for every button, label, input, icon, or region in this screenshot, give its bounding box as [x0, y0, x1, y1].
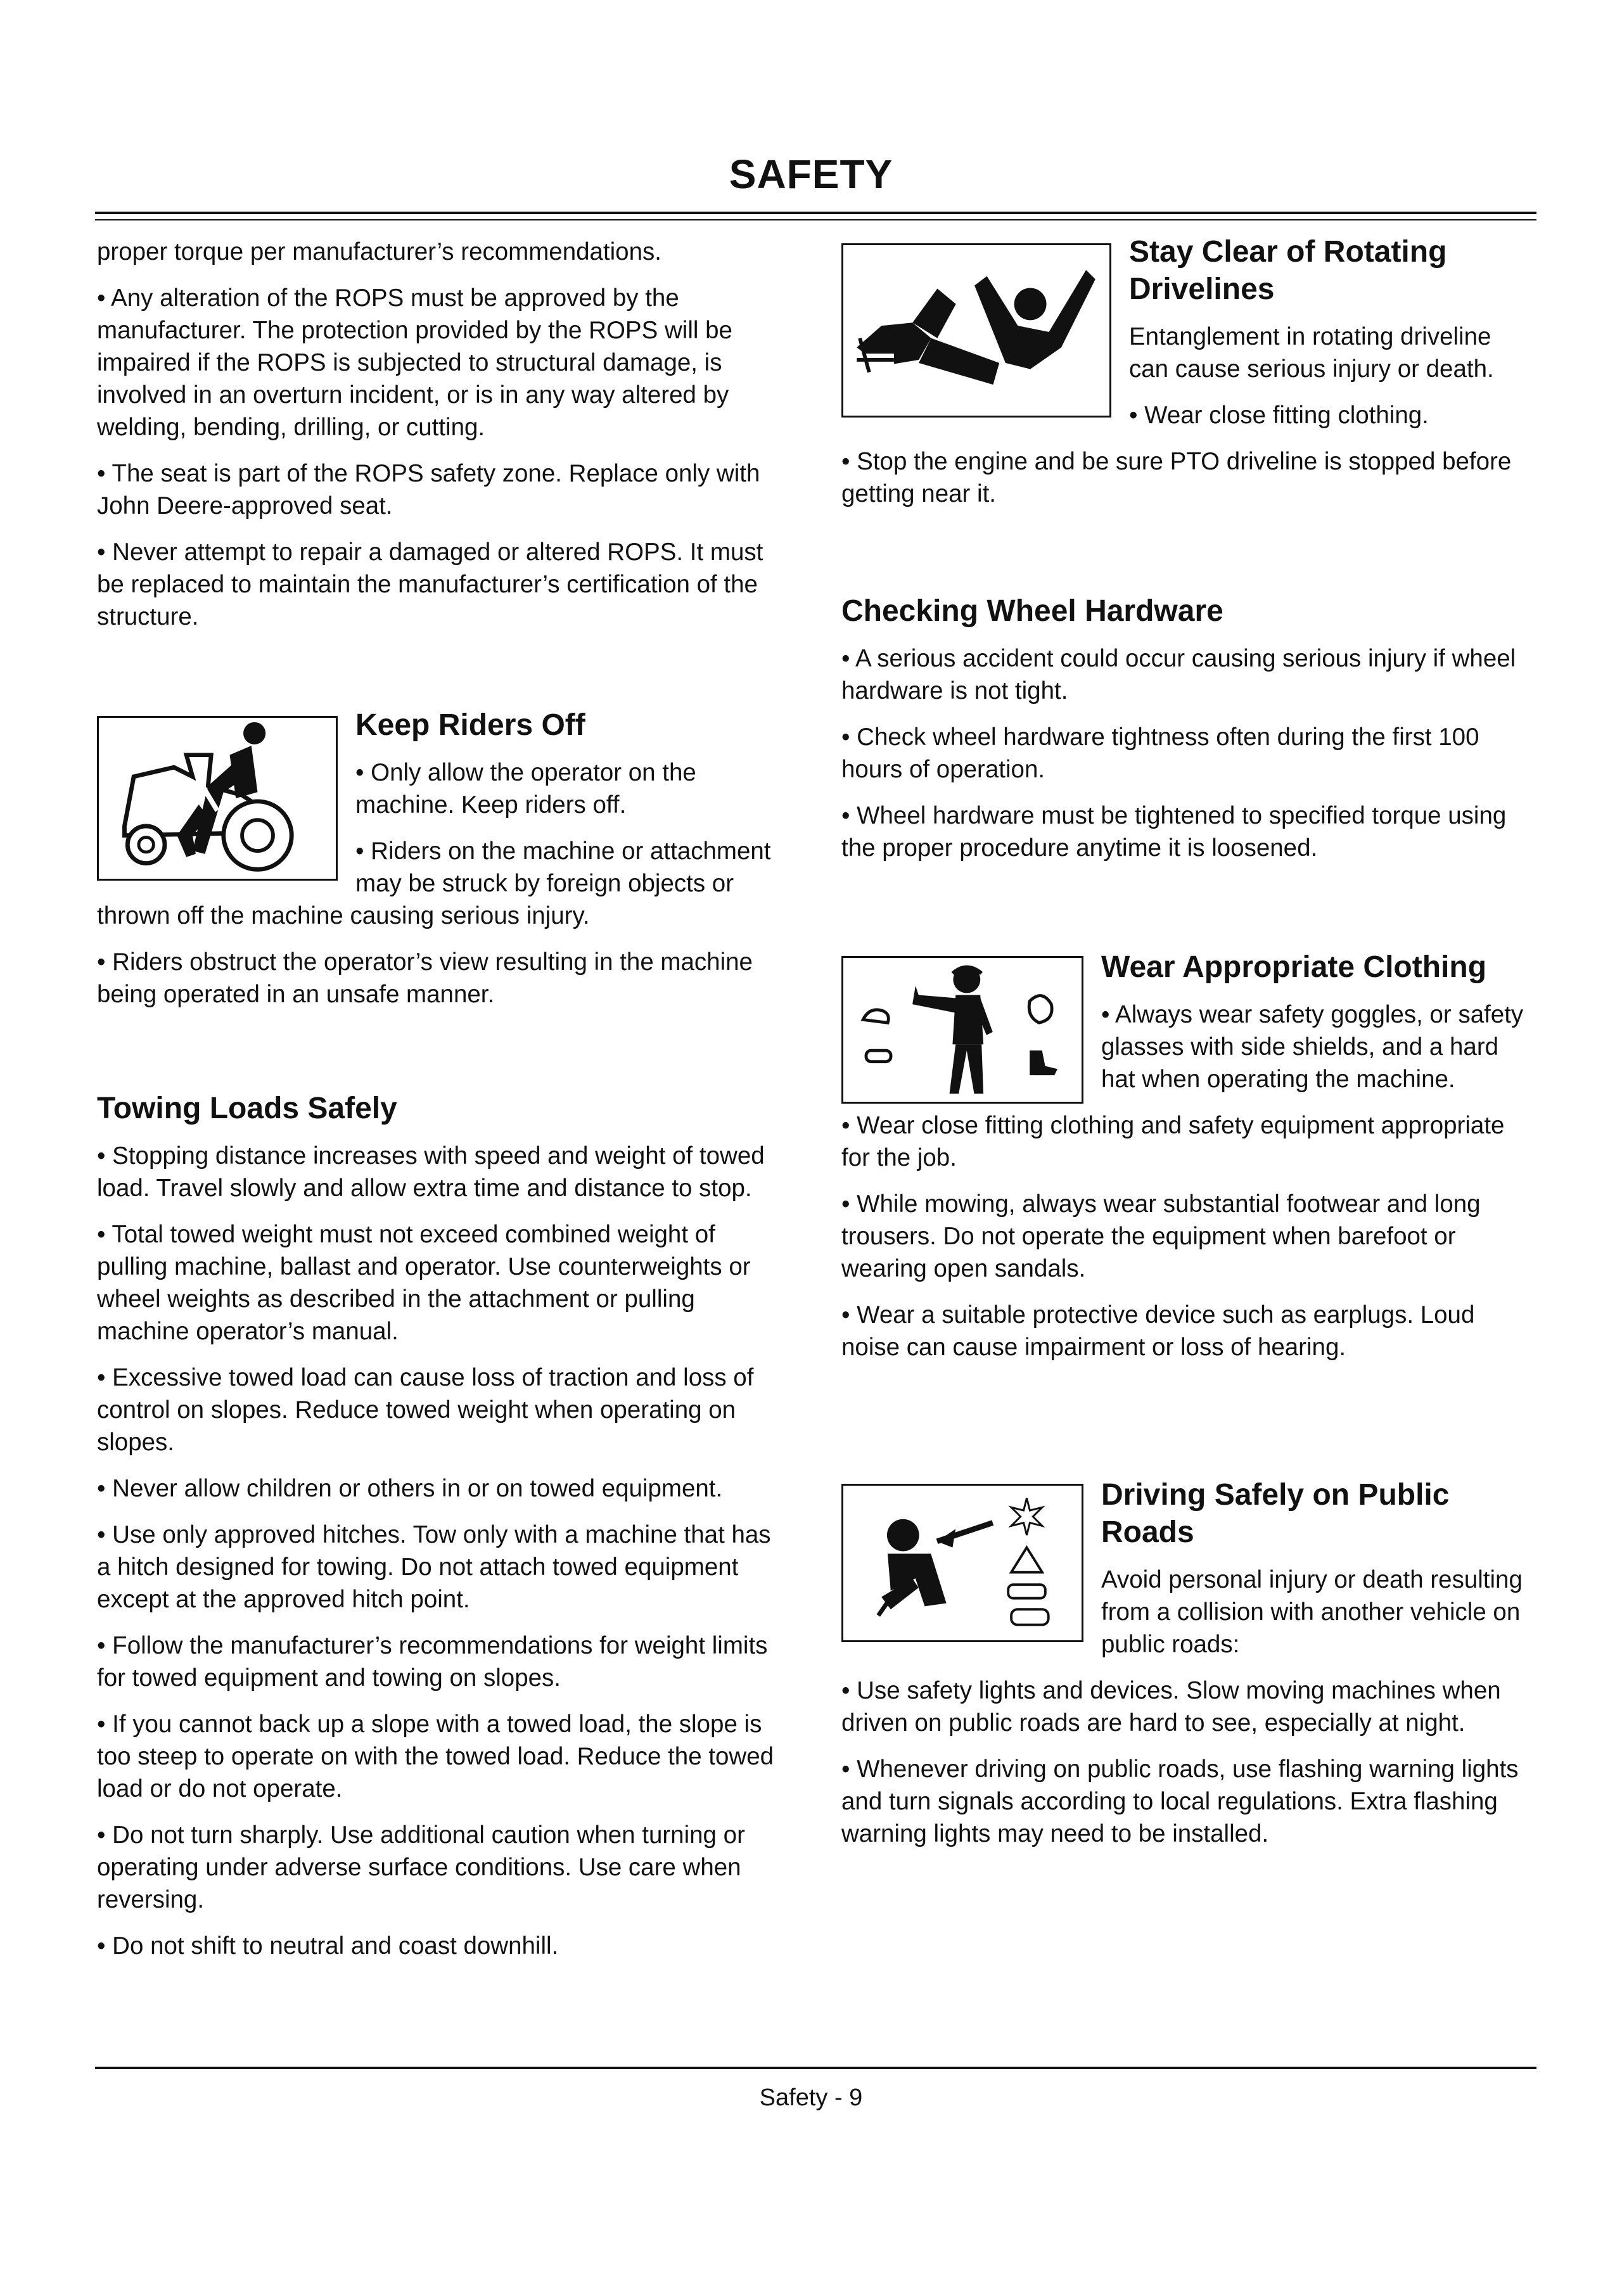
drivelines-heading: Stay Clear of Rotating Drivelines	[1129, 235, 1447, 306]
rops-section	[97, 236, 791, 647]
header-rule	[95, 212, 1536, 214]
page-title: SAFETY	[729, 151, 893, 197]
protective-clothing-icon	[841, 956, 1083, 1104]
clothing-heading: Wear Appropriate Clothing	[1101, 950, 1487, 984]
header-rule-thin	[95, 219, 1536, 220]
public-roads-section	[841, 1476, 1535, 1864]
towing-item: • Stopping distance increases with speed and weight of towed load. Travel slowly and allow extra time and distance to stop.	[97, 1142, 765, 1202]
drivelines-item: • Stop the engine and be sure PTO driveline is stopped before getting near it.	[841, 448, 1512, 507]
towing-item: • Follow the manufacturer’s recommendations for weight limits for towed equipment and towing on slopes.	[97, 1632, 768, 1692]
footer-rule	[95, 2067, 1536, 2069]
wheel-hardware-item: • A serious accident could occur causing serious injury if wheel hardware is not tight.	[841, 645, 1516, 705]
page-footer: Safety - 9	[759, 2084, 863, 2111]
towing-item: • If you cannot back up a slope with a towed load, the slope is too steep to operate on with the towed load. Reduce the towed load or do not operate.	[97, 1711, 774, 1802]
public-roads-item: • Whenever driving on public roads, use flashing warning lights and turn signals according to local regulations. Extra flashing warning lights may need to be installed.	[841, 1756, 1519, 1847]
towing-loads-section	[97, 1090, 791, 1976]
wheel-hardware-section	[841, 592, 1535, 878]
towing-loads-heading: Towing Loads Safely	[97, 1092, 397, 1125]
rops-paragraph: proper torque per manufacturer’s recommendations.	[97, 238, 661, 265]
keep-riders-off-heading: Keep Riders Off	[355, 708, 585, 742]
clothing-item: • While mowing, always wear substantial footwear and long trousers. Do not operate the equipment when barefoot or wearing open sandals.	[841, 1190, 1481, 1282]
rops-paragraph: • Any alteration of the ROPS must be approved by the manufacturer. The protection provided by the ROPS will be impaired if the ROPS is subjected to structural damage, is involved in an overturn incident, or is in any way altered by welding, bending, drilling, or cutting.	[97, 284, 732, 441]
wheel-hardware-heading: Checking Wheel Hardware	[841, 594, 1223, 628]
drivelines-item: • Wear close fitting clothing.	[1129, 402, 1429, 429]
clothing-item: • Wear close fitting clothing and safety equipment appropriate for the job.	[841, 1112, 1505, 1171]
rops-paragraph: • The seat is part of the ROPS safety zone. Replace only with John Deere-approved seat.	[97, 460, 760, 520]
drivelines-item: Entanglement in rotating driveline can cause serious injury or death.	[1129, 323, 1494, 383]
towing-item: • Never allow children or others in or on towed equipment.	[97, 1475, 723, 1502]
public-roads-heading: Driving Safely on Public Roads	[1101, 1478, 1450, 1549]
wheel-hardware-item: • Check wheel hardware tightness often during the first 100 hours of operation.	[841, 724, 1479, 783]
public-roads-item: Avoid personal injury or death resulting from a collision with another vehicle on public roads:	[1101, 1566, 1523, 1658]
riders-item: • Only allow the operator on the machine. Keep riders off.	[355, 759, 696, 819]
riders-item: • Riders obstruct the operator’s view resulting in the machine being operated in an unsafe manner.	[97, 948, 753, 1008]
towing-item: • Excessive towed load can cause loss of traction and loss of control on slopes. Reduce towed weight when operating on slopes.	[97, 1364, 754, 1456]
driveline-entanglement-icon	[841, 243, 1111, 418]
keep-riders-off-section	[97, 706, 791, 1024]
rops-paragraph: • Never attempt to repair a damaged or altered ROPS. It must be replaced to maintain the manufacturer’s certification of the structure.	[97, 539, 763, 630]
clothing-section	[841, 948, 1535, 1377]
wheel-hardware-item: • Wheel hardware must be tightened to specified torque using the proper procedure anytime it is loosened.	[841, 802, 1507, 862]
riders-item: • Riders on the machine or attachment may be struck by foreign objects or thrown off the machine causing serious injury.	[97, 838, 771, 929]
tractor-rider-icon	[97, 716, 338, 881]
towing-item: • Do not turn sharply. Use additional caution when turning or operating under adverse surface conditions. Use care when reversing.	[97, 1821, 745, 1913]
public-roads-item: • Use safety lights and devices. Slow moving machines when driven on public roads are hard to see, especially at night.	[841, 1677, 1501, 1737]
drivelines-section	[841, 233, 1535, 524]
clothing-item: • Wear a suitable protective device such as earplugs. Loud noise can cause impairment or loss of hearing.	[841, 1301, 1475, 1361]
road-collision-icon	[841, 1484, 1083, 1642]
towing-item: • Use only approved hitches. Tow only with a machine that has a hitch designed for towing. Do not attach towed equipment except at the approved hitch point.	[97, 1521, 771, 1613]
towing-item: • Do not shift to neutral and coast downhill.	[97, 1932, 559, 1960]
towing-item: • Total towed weight must not exceed combined weight of pulling machine, ballast and operator. Use counterweights or wheel weights as described in the attachment or pulling machine operator’s manual.	[97, 1221, 751, 1345]
clothing-item: • Always wear safety goggles, or safety glasses with side shields, and a hard hat when operating the machine.	[1101, 1001, 1524, 1093]
